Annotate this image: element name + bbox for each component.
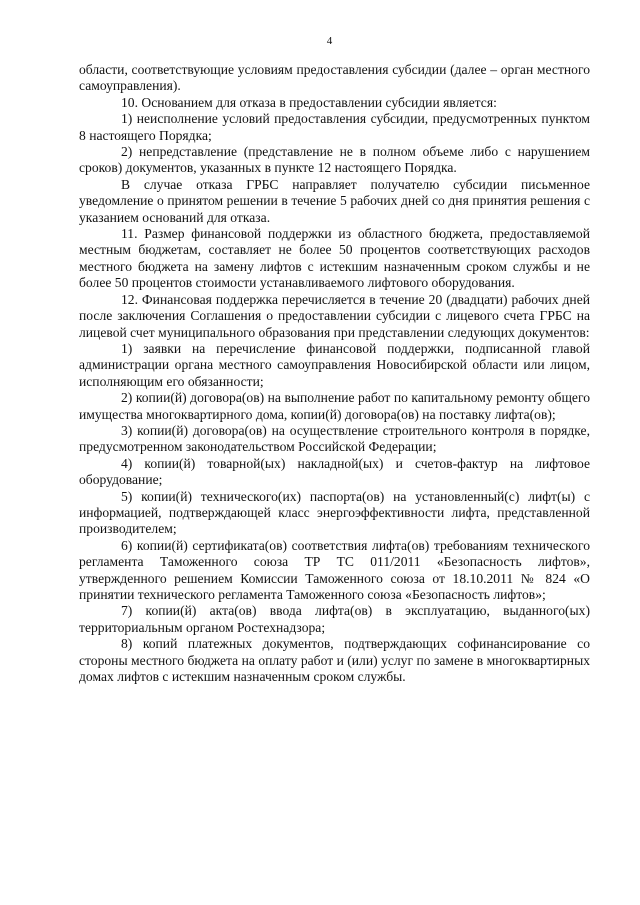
paragraph-clause-12-item-1: 1) заявки на перечисление финансовой поддержки, подписанной главой администрации органа местного самоуправления Новосибирской области или лицом, исполняющим его обязанности; <box>79 340 590 389</box>
paragraph-clause-12-item-5: 5) копии(й) технического(их) паспорта(ов) на установленный(с) лифт(ы) с информацией, подтверждающей класс энергоэффективности лифта, представленной производителем; <box>79 488 590 537</box>
paragraph-clause-11: 11. Размер финансовой поддержки из областного бюджета, предоставляемой местным бюджетам, составляет не более 50 процентов соответствующих расходов местного бюджета на замену лифтов с истекшим назначенным сроком службы и не более 50 процентов стоимости устанавливаемого лифтового оборудования. <box>79 226 590 291</box>
paragraph-clause-12-item-2: 2) копии(й) договора(ов) на выполнение работ по капитальному ремонту общего имущества многоквартирного дома, копии(й) договора(ов) на поставку лифта(ов); <box>79 390 590 422</box>
paragraph-refusal-notice: В случае отказа ГРБС направляет получателю субсидии письменное уведомление о принятом решении в течение 5 рабочих дней со дня принятия решения с указанием оснований для отказа. <box>79 176 590 225</box>
paragraph-clause-12: 12. Финансовая поддержка перечисляется в течение 20 (двадцати) рабочих дней после заключения Соглашения о предоставлении субсидии с лицевого счета ГРБС на лицевой счет муниципального образования при представлении следующих документов: <box>79 291 590 340</box>
paragraph-clause-12-item-7: 7) копии(й) акта(ов) ввода лифта(ов) в эксплуатацию, выданного(ых) территориальным органом Ростехнадзора; <box>79 603 590 635</box>
paragraph-clause-12-item-6: 6) копии(й) сертификата(ов) соответствия лифта(ов) требованиям технического регламента Таможенного союза ТР ТС 011/2011 «Безопасность лифтов», утвержденного решением Комиссии Таможенного союза от 18.10.2011 № 824 «О принятии технического регламента Таможенного союза «Безопасность лифтов»; <box>79 537 590 602</box>
paragraph-clause-10-item-2: 2) непредставление (представление не в полном объеме либо с нарушением сроков) документов, указанных в пункте 12 настоящего Порядка. <box>79 144 590 176</box>
paragraph-clause-10: 10. Основанием для отказа в предоставлении субсидии является: <box>121 94 497 110</box>
paragraph-clause-12-item-8: 8) копий платежных документов, подтверждающих софинансирование со стороны местного бюджета на оплату работ и (или) услуг по замене в многоквартирных домах лифтов с истекшим назначенным сроком службы. <box>79 636 590 685</box>
paragraph-clause-12-item-3: 3) копии(й) договора(ов) на осуществление строительного контроля в порядке, предусмотренном законодательством Российской Федерации; <box>79 422 590 455</box>
paragraph-clause-10-item-1: 1) неисполнение условий предоставления субсидии, предусмотренных пунктом 8 настоящего Порядка; <box>79 111 590 143</box>
paragraph-clause-12-item-4: 4) копии(й) товарной(ых) накладной(ых) и счетов-фактур на лифтовое оборудование; <box>79 455 590 488</box>
page-number: 4 <box>326 35 333 47</box>
paragraph-continuation: области, соответствующие условиям предоставления субсидии (далее – орган местного самоуправления). <box>79 62 590 94</box>
